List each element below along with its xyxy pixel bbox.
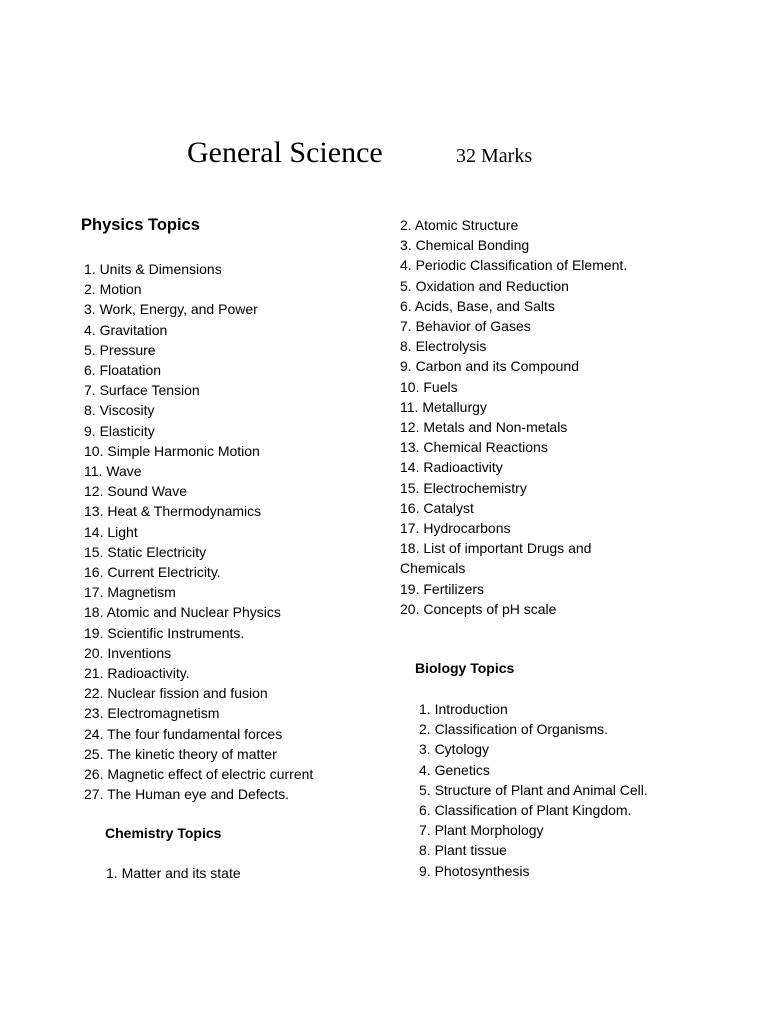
chemistry-topic: 12. Metals and Non-metals <box>400 419 568 436</box>
chemistry-topic: 1. Matter and its state <box>106 865 241 881</box>
physics-topic: 15. Static Electricity <box>84 543 207 560</box>
physics-topic: 21. Radioactivity. <box>84 665 190 682</box>
biology-topic-list <box>419 699 648 881</box>
chemistry-topic: 14. Radioactivity <box>400 459 503 476</box>
physics-topic: 1. Units & Dimensions <box>84 261 222 277</box>
chemistry-topic: 16. Catalyst <box>400 499 474 516</box>
chemistry-topic-list-part-2 <box>400 215 627 619</box>
physics-topic: 6. Floatation <box>84 362 162 379</box>
chemistry-topic: 8. Electrolysis <box>400 338 487 355</box>
physics-topic: 22. Nuclear fission and fusion <box>84 685 268 702</box>
physics-topic: 23. Electromagnetism <box>84 705 220 722</box>
physics-topic: 14. Light <box>84 523 138 540</box>
chemistry-topic-list-part-1 <box>106 863 241 883</box>
physics-topic-list <box>84 259 313 804</box>
marks-label: 32 Marks <box>456 145 533 167</box>
physics-topic: 5. Pressure <box>84 341 156 358</box>
physics-topic: 24. The four fundamental forces <box>84 725 283 742</box>
physics-topic: 12. Sound Wave <box>84 483 187 500</box>
biology-topic: 2. Classification of Organisms. <box>419 721 609 738</box>
chemistry-topic: 15. Electrochemistry <box>400 479 527 496</box>
chemistry-topic: 2. Atomic Structure <box>400 217 519 233</box>
biology-topic: 7. Plant Morphology <box>419 822 544 839</box>
physics-topic: 9. Elasticity <box>84 422 155 439</box>
chemistry-topic: 13. Chemical Reactions <box>400 439 548 456</box>
physics-topic: 20. Inventions <box>84 644 172 661</box>
chemistry-topic: 18. List of important Drugs and <box>400 540 592 557</box>
physics-topic: 4. Gravitation <box>84 321 168 338</box>
physics-topic: 25. The kinetic theory of matter <box>84 745 277 762</box>
chemistry-topic: 4. Periodic Classification of Element. <box>400 257 628 274</box>
biology-topic: 9. Photosynthesis <box>419 862 530 879</box>
biology-topic: 8. Plant tissue <box>419 842 507 859</box>
physics-topic: 17. Magnetism <box>84 584 176 601</box>
physics-topic: 16. Current Electricity. <box>84 564 221 581</box>
chemistry-topic: 11. Metallurgy <box>400 398 487 415</box>
biology-topic: 5. Structure of Plant and Animal Cell. <box>419 781 648 798</box>
chemistry-topic: 5. Oxidation and Reduction <box>400 277 569 294</box>
biology-topic: 1. Introduction <box>419 701 508 717</box>
chemistry-topic: 20. Concepts of pH scale <box>400 600 557 617</box>
physics-topic: 7. Surface Tension <box>84 382 200 399</box>
physics-heading: Physics Topics <box>81 216 200 234</box>
chemistry-topic: 19. Fertilizers <box>400 580 485 597</box>
chemistry-heading: Chemistry Topics <box>105 825 222 841</box>
chemistry-topic: 6. Acids, Base, and Salts <box>400 297 555 314</box>
chemistry-topic: Chemicals <box>400 560 466 577</box>
chemistry-topic: 3. Chemical Bonding <box>400 237 530 254</box>
chemistry-topic: 7. Behavior of Gases <box>400 318 531 335</box>
physics-topic: 3. Work, Energy, and Power <box>84 301 258 318</box>
page-title: General Science <box>187 136 383 169</box>
physics-topic: 10. Simple Harmonic Motion <box>84 442 260 459</box>
physics-topic: 8. Viscosity <box>84 402 155 419</box>
physics-topic: 13. Heat & Thermodynamics <box>84 503 262 520</box>
physics-topic: 11. Wave <box>84 463 142 480</box>
biology-topic: 3. Cytology <box>419 741 490 758</box>
chemistry-topic: 9. Carbon and its Compound <box>400 358 579 375</box>
chemistry-topic: 10. Fuels <box>400 378 458 395</box>
physics-topic: 19. Scientific Instruments. <box>84 624 245 641</box>
biology-heading: Biology Topics <box>415 660 515 676</box>
biology-topic: 4. Genetics <box>419 761 490 778</box>
chemistry-topic: 17. Hydrocarbons <box>400 520 511 537</box>
physics-topic: 27. The Human eye and Defects. <box>84 786 290 803</box>
physics-topic: 18. Atomic and Nuclear Physics <box>84 604 281 621</box>
physics-topic: 2. Motion <box>84 281 142 298</box>
physics-topic: 26. Magnetic effect of electric current <box>84 766 314 783</box>
biology-topic: 6. Classification of Plant Kingdom. <box>419 802 632 819</box>
